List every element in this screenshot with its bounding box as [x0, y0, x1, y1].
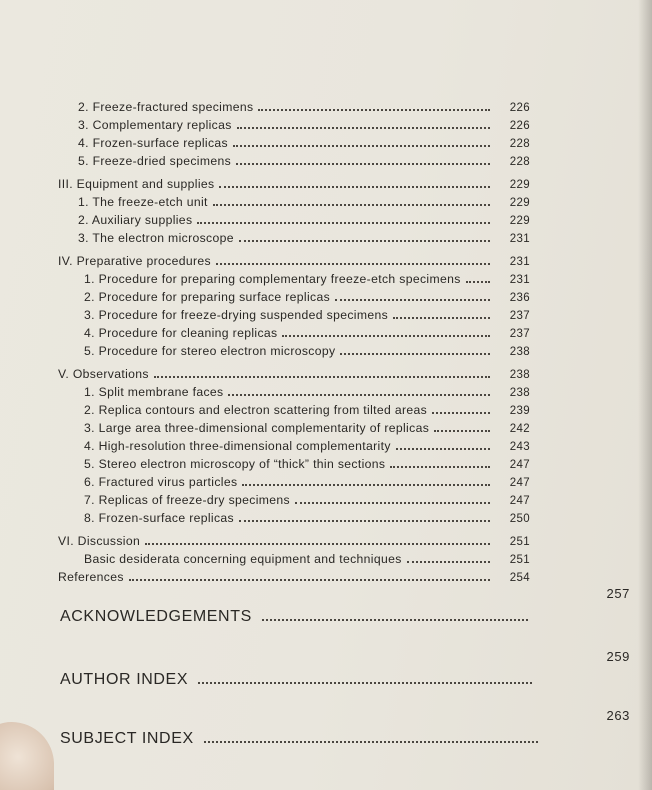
dot-leader — [262, 619, 528, 621]
dot-leader — [407, 561, 490, 563]
toc-entry-page: 236 — [509, 292, 530, 304]
toc-entry-page: 238 — [509, 387, 530, 399]
toc-entry-page: 257 — [606, 586, 630, 601]
toc-entry-page: 247 — [509, 459, 530, 471]
toc-entry — [58, 250, 530, 268]
toc-entry — [58, 453, 530, 471]
toc-entry-label: 4. Frozen-surface replicas — [78, 136, 228, 150]
toc-entry — [58, 530, 530, 548]
toc-entry-label: 4. Procedure for cleaning replicas — [84, 326, 278, 340]
toc-entry-label: 3. Complementary replicas — [78, 118, 232, 132]
toc-entry-page: 228 — [509, 156, 530, 168]
toc-entry — [58, 114, 530, 132]
toc-entry-page: 238 — [509, 369, 530, 381]
toc-entry — [58, 191, 530, 209]
table-of-contents — [58, 96, 530, 584]
toc-entry-page: 237 — [509, 310, 530, 322]
toc-entry — [58, 304, 530, 322]
dot-leader — [466, 281, 490, 283]
toc-entry-page: 229 — [509, 179, 530, 191]
toc-entry-label: 6. Fractured virus particles — [84, 475, 238, 489]
dot-leader — [228, 394, 490, 396]
toc-entry-page: 239 — [509, 405, 530, 417]
dot-leader — [242, 484, 490, 486]
toc-entry-page: 263 — [606, 708, 630, 723]
toc-entry-page: 250 — [509, 513, 530, 525]
toc-entry — [58, 150, 530, 168]
dot-leader — [396, 448, 490, 450]
toc-entry-page: 247 — [509, 495, 530, 507]
dot-leader — [295, 502, 490, 504]
toc-entry — [58, 96, 530, 114]
dot-leader — [335, 299, 490, 301]
dot-leader — [213, 204, 490, 206]
toc-entry-page: 242 — [509, 423, 530, 435]
toc-entry-label: 3. The electron microscope — [78, 231, 234, 245]
toc-entry-page: 243 — [509, 441, 530, 453]
toc-entry — [58, 363, 530, 381]
toc-entry — [58, 399, 530, 417]
toc-entry-label: ACKNOWLEDGEMENTS — [60, 608, 252, 625]
toc-entry — [58, 209, 530, 227]
toc-entry-label: SUBJECT INDEX — [60, 730, 194, 747]
dot-leader — [233, 145, 490, 147]
toc-entry-subject-index — [60, 708, 630, 748]
toc-entry-page: 259 — [606, 649, 630, 664]
toc-entry-page: 231 — [509, 274, 530, 286]
toc-entry-label: 2. Replica contours and electron scattering from tilted areas — [84, 403, 428, 417]
dot-leader — [340, 353, 490, 355]
toc-entry-page: 229 — [509, 215, 530, 227]
dot-leader — [198, 682, 532, 684]
toc-entry-label: References — [58, 570, 124, 584]
toc-entry — [58, 322, 530, 340]
toc-entry-page: 228 — [509, 138, 530, 150]
toc-entry-label: 1. Procedure for preparing complementary freeze-etch specimens — [84, 272, 461, 286]
toc-entry — [58, 340, 530, 358]
toc-entry-label: 5. Procedure for stereo electron microscopy — [84, 344, 336, 358]
thumb — [0, 722, 54, 790]
toc-entry-page: 229 — [509, 197, 530, 209]
dot-leader — [282, 335, 490, 337]
toc-entry-page: 231 — [509, 256, 530, 268]
dot-leader — [434, 430, 490, 432]
dot-leader — [236, 163, 490, 165]
toc-entry-page: 247 — [509, 477, 530, 489]
dot-leader — [145, 543, 490, 545]
toc-entry-label: 4. High-resolution three-dimensional complementarity — [84, 439, 391, 453]
toc-entry-page: 226 — [509, 102, 530, 114]
dot-leader — [197, 222, 490, 224]
toc-entry-label: Basic desiderata concerning equipment and techniques — [84, 552, 402, 566]
toc-entry-label: AUTHOR INDEX — [60, 671, 189, 688]
toc-entry-page: 231 — [509, 233, 530, 245]
toc-entry — [58, 268, 530, 286]
toc-entry — [58, 381, 530, 399]
toc-entry-page: 254 — [509, 572, 530, 584]
toc-entry — [58, 548, 530, 566]
dot-leader — [393, 317, 490, 319]
toc-entry-label: 5. Stereo electron microscopy of “thick” thin sections — [84, 457, 386, 471]
toc-entry-label: 1. The freeze-etch unit — [78, 195, 208, 209]
toc-entry-label: III. Equipment and supplies — [58, 177, 215, 191]
dot-leader — [219, 186, 490, 188]
toc-entry — [58, 566, 530, 584]
toc-entry-label: 2. Procedure for preparing surface replicas — [84, 290, 331, 304]
toc-entry-label: V. Observations — [58, 367, 149, 381]
dot-leader — [154, 376, 490, 378]
toc-entry-page: 238 — [509, 346, 530, 358]
dot-leader — [216, 263, 490, 265]
toc-entry-label: 3. Large area three-dimensional complementarity of replicas — [84, 421, 430, 435]
toc-entry — [58, 417, 530, 435]
toc-entry-label: 3. Procedure for freeze-drying suspended specimens — [84, 308, 389, 322]
dot-leader — [129, 579, 490, 581]
toc-entry-label: 5. Freeze-dried specimens — [78, 154, 232, 168]
toc-entry-label: IV. Preparative procedures — [58, 254, 211, 268]
toc-entry-label: VI. Discussion — [58, 534, 141, 548]
toc-entry — [58, 471, 530, 489]
dot-leader — [239, 240, 490, 242]
toc-entry-page: 237 — [509, 328, 530, 340]
toc-entry-page: 251 — [509, 554, 530, 566]
toc-entry — [58, 227, 530, 245]
toc-entry — [58, 173, 530, 191]
toc-entry-label: 2. Freeze-fractured specimens — [78, 100, 254, 114]
toc-entry-label: 7. Replicas of freeze-dry specimens — [84, 493, 290, 507]
page-edge-shadow — [638, 0, 652, 790]
toc-entry — [58, 507, 530, 525]
toc-entry-author-index — [60, 649, 630, 689]
toc-entry — [58, 435, 530, 453]
toc-entry-label: 1. Split membrane faces — [84, 385, 224, 399]
toc-entry — [58, 286, 530, 304]
dot-leader — [239, 520, 490, 522]
toc-entry-acknowledgements — [60, 586, 630, 626]
dot-leader — [432, 412, 490, 414]
dot-leader — [390, 466, 490, 468]
toc-entry-page: 226 — [509, 120, 530, 132]
toc-entry — [58, 132, 530, 150]
dot-leader — [237, 127, 490, 129]
dot-leader — [258, 109, 490, 111]
toc-entry — [58, 489, 530, 507]
toc-entry-label: 2. Auxiliary supplies — [78, 213, 193, 227]
toc-entry-label: 8. Frozen-surface replicas — [84, 511, 234, 525]
toc-entry-page: 251 — [509, 536, 530, 548]
dot-leader — [204, 741, 538, 743]
